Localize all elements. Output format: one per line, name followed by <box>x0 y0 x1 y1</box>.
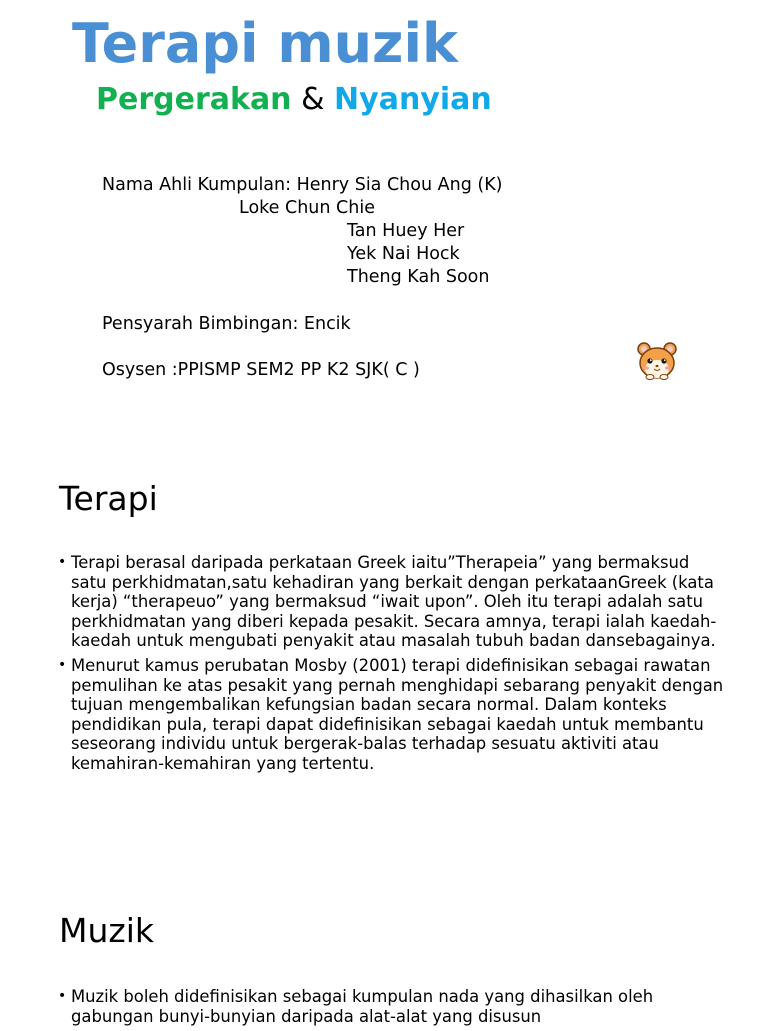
page-subtitle <box>96 82 492 117</box>
subtitle-nyanyian: Nyanyian <box>334 82 492 117</box>
member-name: Theng Kah Soon <box>347 267 490 287</box>
osysen-line: Osysen :PPISMP SEM2 PP K2 SJK( C ) <box>102 360 420 380</box>
section-heading-muzik: Muzik <box>59 911 154 950</box>
bullet-text: • Terapi berasal daripada perkataan Greek iaitu”Therapeia” yang bermaksud satu perkhidmatan,satu kehadiran yang berkait dengan perkataanGreek (kata kerja) “therapeuo” yang bermaksud “iwait upon”. Oleh itu terapi adalah satu perkhidmatan yang diberi kepada pesakit. Secara amnya, terapi ialah kaedah-kaedah untuk mengubati penyakit atau masalah tubuh badan dansebagainya. <box>71 553 717 651</box>
page-title: Terapi muzik <box>72 12 458 75</box>
member-name: Loke Chun Chie <box>239 198 375 218</box>
bullet-text: • Menurut kamus perubatan Mosby (2001) terapi didefinisikan sebagai rawatan pemulihan ke atas pesakit yang pernah menghidapi sebarang penyakit dengan tujuan mengembalikan kefungsian badan secara normal. Dalam konteks pendidikan pula, terapi dapat didefinisikan sebagai kaedah untuk membantu seseorang individu untuk bergerak-balas terhadap sesuatu aktiviti atau kemahiran-kemahiran yang tertentu. <box>71 655 724 773</box>
list-item <box>58 553 728 651</box>
subtitle-pergerakan: Pergerakan <box>96 82 292 117</box>
members-label: Nama Ahli Kumpulan: Henry Sia Chou Ang (K) <box>102 175 503 195</box>
member-name: Yek Nai Hock <box>347 244 460 264</box>
lecturer-line: Pensyarah Bimbingan: Encik <box>102 314 351 334</box>
list-item <box>58 656 728 774</box>
hamster-icon <box>636 341 678 381</box>
section-heading-terapi: Terapi <box>59 479 158 518</box>
member-name: Tan Huey Her <box>347 221 465 241</box>
list-item <box>58 987 728 1026</box>
subtitle-ampersand: & <box>301 82 325 117</box>
bullet-text: • Muzik boleh didefinisikan sebagai kumpulan nada yang dihasilkan oleh gabungan bunyi-bunyian daripada alat-alat yang disusun <box>71 987 654 1026</box>
muzik-bullet-list <box>58 987 728 1031</box>
terapi-bullet-list <box>58 553 728 779</box>
